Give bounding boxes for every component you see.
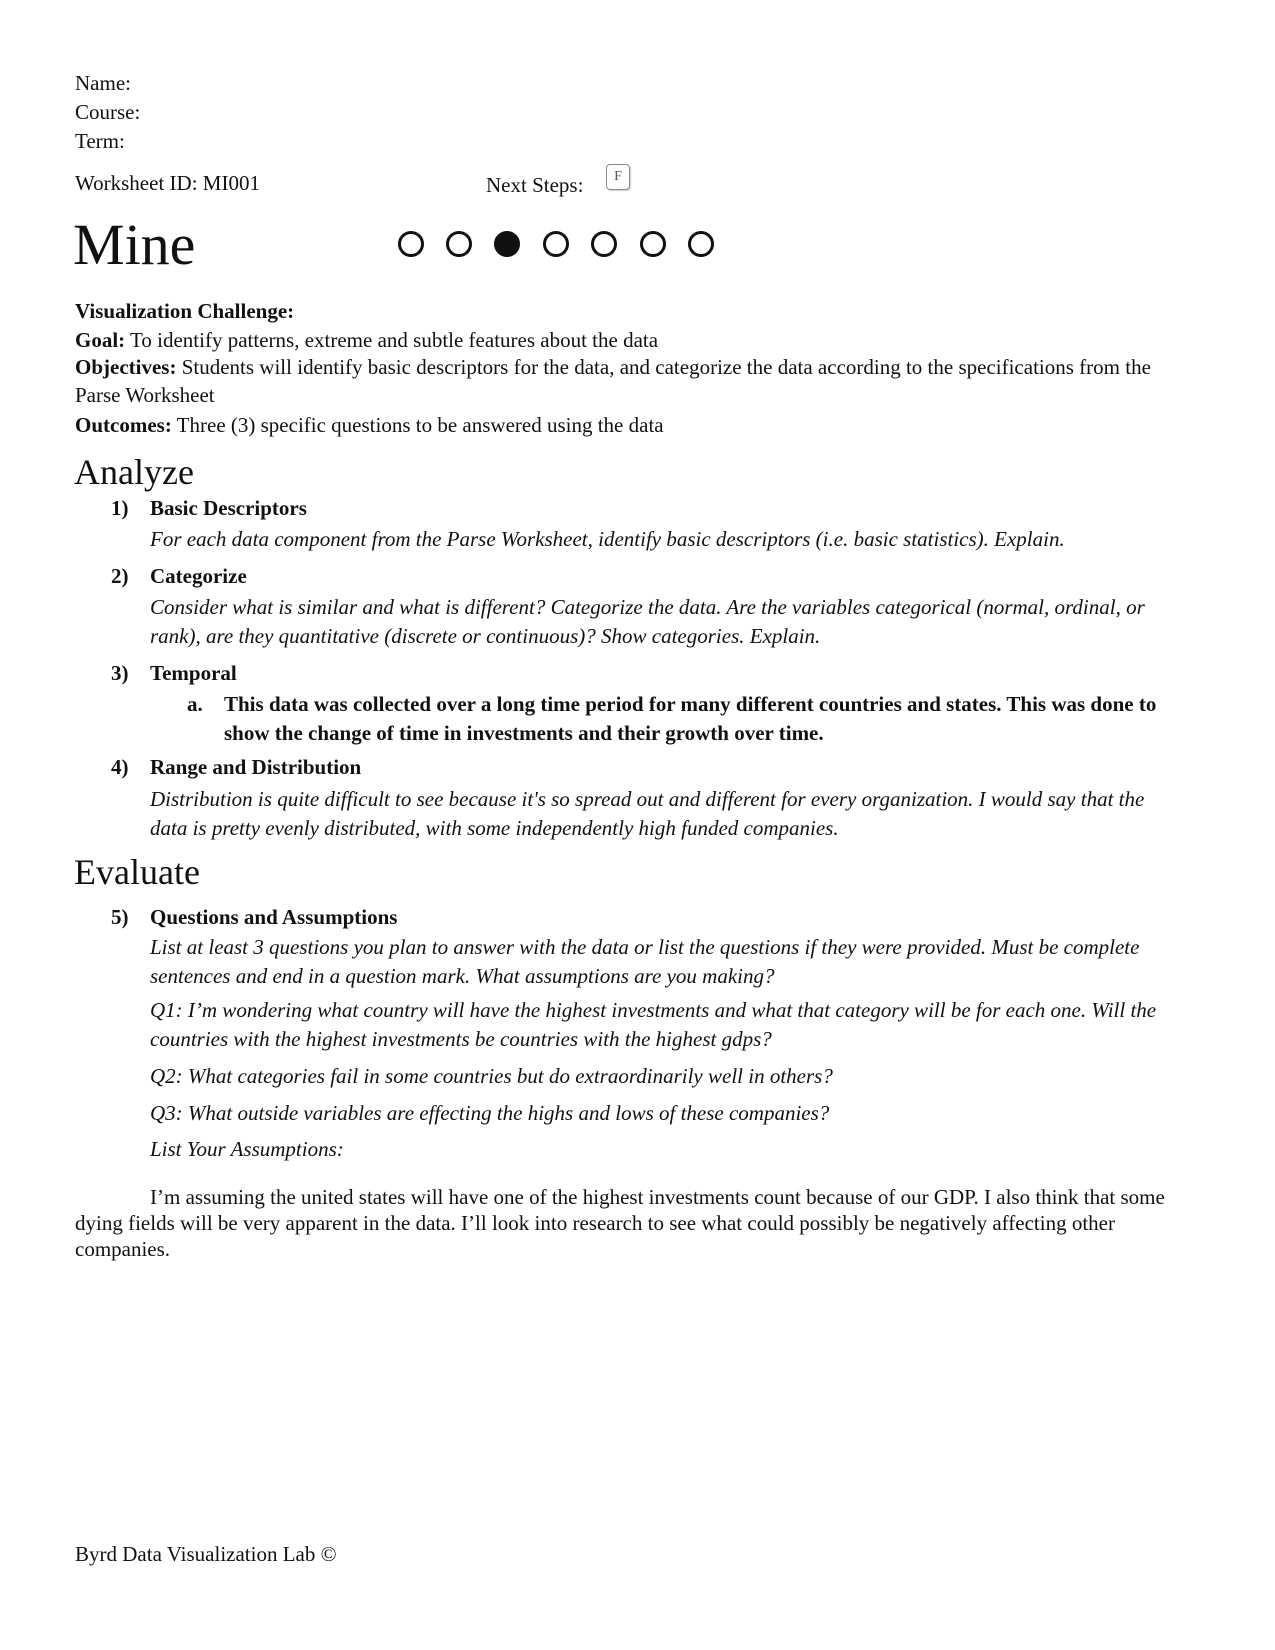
course-label: Course:: [75, 100, 141, 124]
next-steps-flag-icon[interactable]: F: [606, 164, 630, 190]
assumptions-text: I’m assuming the united states will have one of the highest investments count because of our GDP. I also think that some dying fields will be very apparent in the data. I’ll look into research to see what could possibly be negatively affecting other companies.: [75, 1185, 1165, 1261]
next-steps-label: Next Steps:: [486, 173, 584, 197]
item-title-temporal: Temporal: [150, 661, 237, 685]
goal-text: To identify patterns, extreme and subtle features about the data: [125, 328, 659, 352]
question-2: Q2: What categories fail in some countries but do extraordinarily well in others?: [150, 1064, 833, 1088]
sub-item-number: a.: [187, 692, 203, 716]
item-number: 3): [111, 661, 129, 685]
item-text-categorize: Consider what is similar and what is different? Categorize the data. Are the variables categorical (normal, ordinal, or rank), are they quantitative (discrete or continuous)? Show categories. Explain.: [150, 595, 1145, 648]
footer-copyright: Byrd Data Visualization Lab ©: [75, 1542, 337, 1566]
item-text-range-distribution: Distribution is quite difficult to see because it's so spread out and different for every organization. I would say that the data is pretty evenly distributed, with some independently high funded companies.: [150, 787, 1145, 840]
name-label: Name:: [75, 71, 131, 95]
outcomes-line: [75, 411, 664, 439]
progress-step-6: [640, 231, 666, 257]
assumptions-label: List Your Assumptions:: [150, 1137, 344, 1161]
page-title: Mine: [73, 212, 196, 277]
outcomes-text: Three (3) specific questions to be answered using the data: [171, 413, 664, 437]
item-title-categorize: Categorize: [150, 564, 247, 588]
evaluate-instructions: List at least 3 questions you plan to answer with the data or list the questions if they were provided. Must be complete sentences and end in a question mark. What assumptions are you making?: [150, 935, 1140, 988]
item-number: 2): [111, 564, 129, 588]
analyze-heading: Analyze: [74, 452, 194, 492]
item-title-basic-descriptors: Basic Descriptors: [150, 496, 307, 520]
question-3: Q3: What outside variables are effecting the highs and lows of these companies?: [150, 1101, 830, 1125]
item-number: 5): [111, 905, 129, 929]
progress-step-1: [398, 231, 424, 257]
goal-label: Goal:: [75, 328, 126, 352]
progress-step-7: [688, 231, 714, 257]
goal-line: [75, 326, 658, 354]
item-text-temporal: This data was collected over a long time period for many different countries and states. This was done to show the change of time in investments and their growth over time.: [224, 692, 1157, 745]
question-1: Q1: I’m wondering what country will have the highest investments and what that category will be for each one. Will the countries with the highest investments be countries with the highest gdps?: [150, 998, 1157, 1051]
progress-step-2: [446, 231, 472, 257]
objectives-label: Objectives:: [75, 355, 177, 379]
item-text-basic-descriptors: For each data component from the Parse Worksheet, identify basic descriptors (i.e. basic statistics). Explain.: [150, 527, 1065, 551]
term-label: Term:: [75, 129, 125, 153]
progress-step-4: [543, 231, 569, 257]
worksheet-id: Worksheet ID: MI001: [75, 171, 260, 195]
objectives-text: Students will identify basic descriptors for the data, and categorize the data according to the specifications from the Parse Worksheet: [75, 355, 1151, 407]
item-number: 4): [111, 755, 129, 779]
progress-step-5: [591, 231, 617, 257]
evaluate-heading: Evaluate: [74, 852, 200, 892]
progress-step-3: [494, 231, 520, 257]
item-number: 1): [111, 496, 129, 520]
item-title-questions-assumptions: Questions and Assumptions: [150, 905, 398, 929]
objectives-line: [75, 353, 1185, 409]
outcomes-label: Outcomes:: [75, 413, 172, 437]
challenge-heading: Visualization Challenge:: [75, 299, 295, 323]
item-title-range-distribution: Range and Distribution: [150, 755, 362, 779]
